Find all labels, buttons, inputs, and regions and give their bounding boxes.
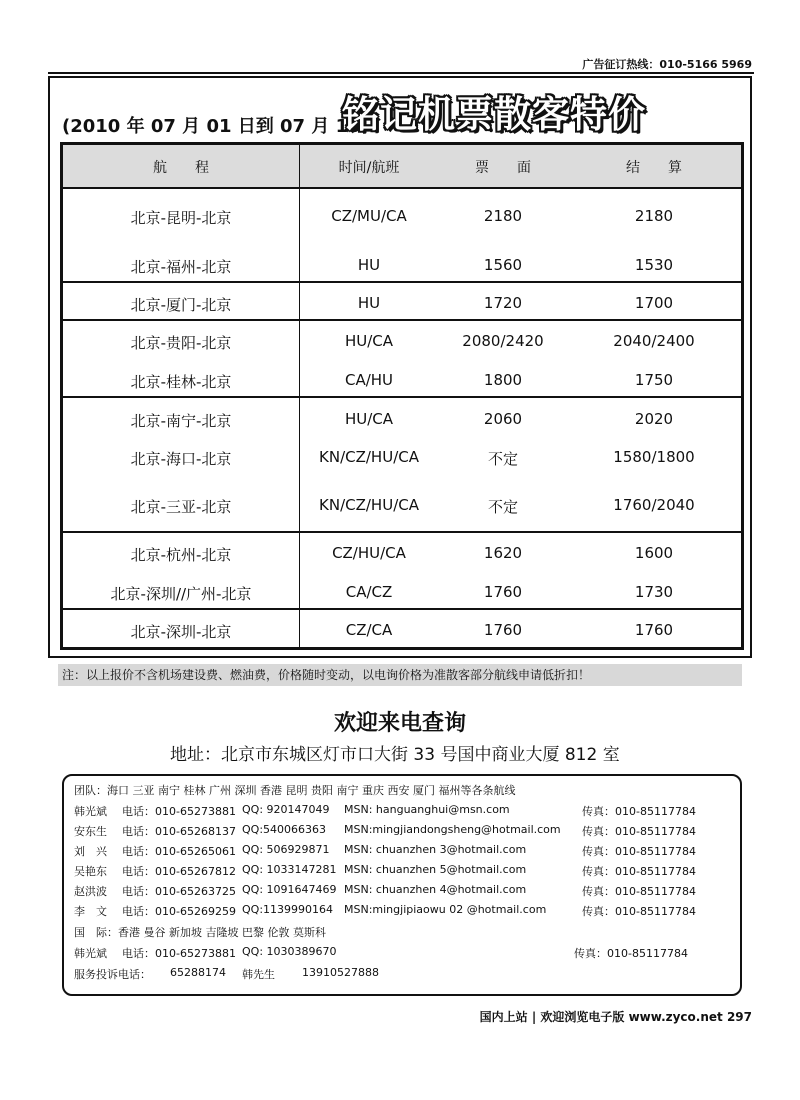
fare-cell: 不定	[487, 450, 518, 468]
contact-qq: QQ:1139990164	[242, 903, 334, 916]
route-cell: 北京-深圳//广州-北京	[110, 585, 252, 603]
header-fare: 票 面	[475, 160, 531, 176]
table-row	[63, 583, 741, 607]
settlement-cell: 1530	[634, 256, 674, 274]
group-divider	[63, 396, 741, 398]
airline-cell: CA/HU	[344, 371, 394, 389]
contact-phone: 电话：010-65273881	[122, 805, 236, 818]
hotline: 广告征订热线：010-5166 5969	[582, 58, 752, 71]
contact-msn: MSN: chuanzhen 3@hotmail.com	[344, 843, 527, 856]
settlement-cell: 1760/2040	[613, 496, 695, 514]
fare-cell: 1800	[483, 371, 523, 389]
contact-name: 韩光斌	[74, 805, 107, 818]
complaint-phone: 65288174	[170, 966, 226, 979]
page-title: 铭记机票散客特价	[342, 93, 646, 136]
group-divider	[63, 281, 741, 283]
airline-cell: HU	[357, 256, 381, 274]
price-note: 注：以上报价不含机场建设费、燃油费，价格随时变动，以电询价格为准散客部分航线申请低折扣！	[58, 664, 742, 686]
route-cell: 北京-福州-北京	[130, 258, 232, 276]
route-cell: 北京-昆明-北京	[130, 209, 232, 227]
header-flight: 时间/航班	[338, 160, 400, 176]
route-cell: 北京-三亚-北京	[130, 498, 232, 516]
route-cell: 北京-海口-北京	[130, 450, 232, 468]
contact-row	[74, 843, 734, 861]
contact-fax: 传真：010-85117784	[582, 905, 696, 918]
settlement-cell: 1750	[634, 371, 674, 389]
settlement-cell: 2180	[634, 207, 674, 225]
airline-cell: KN/CZ/HU/CA	[319, 496, 419, 514]
contact-fax: 传真：010-85117784	[582, 885, 696, 898]
contact-fax: 传真：010-85117784	[582, 825, 696, 838]
settlement-cell: 1600	[634, 544, 674, 562]
fare-table	[60, 142, 744, 650]
contact-name: 李 文	[74, 905, 107, 918]
group-divider	[63, 531, 741, 533]
route-cell: 北京-杭州-北京	[130, 546, 232, 564]
fare-cell: 1720	[483, 294, 523, 312]
contact-msn: MSN:mingjipiaowu 02 @hotmail.com	[344, 903, 547, 916]
route-cell: 北京-厦门-北京	[130, 296, 232, 314]
table-row	[63, 448, 741, 472]
table-row	[63, 332, 741, 356]
contact-row	[74, 863, 734, 881]
route-cell: 北京-桂林-北京	[130, 373, 232, 391]
contact-phone: 电话：010-65267812	[122, 865, 236, 878]
table-row	[63, 371, 741, 395]
airline-cell: HU	[357, 294, 381, 312]
group-divider	[63, 608, 741, 610]
contact-row	[74, 903, 734, 921]
route-cell: 北京-南宁-北京	[130, 412, 232, 430]
table-row	[63, 294, 741, 318]
contact-phone: 电话：010-65268137	[122, 825, 236, 838]
complaint-person: 韩先生	[242, 968, 275, 981]
table-row	[63, 207, 741, 231]
contact-name: 安东生	[74, 825, 107, 838]
settlement-cell: 1580/1800	[613, 448, 695, 466]
complaint-row	[74, 966, 734, 984]
fare-cell: 2080/2420	[462, 332, 544, 350]
table-row	[63, 410, 741, 434]
airline-cell: CZ/CA	[345, 621, 393, 639]
contact-phone: 电话：010-65265061	[122, 845, 236, 858]
contact-fax: 传真：010-85117784	[582, 845, 696, 858]
fare-cell: 1560	[483, 256, 523, 274]
table-header	[63, 145, 741, 189]
top-rule	[48, 72, 754, 74]
settlement-cell: 1700	[634, 294, 674, 312]
contact-phone: 电话：010-65273881	[122, 947, 236, 960]
contact-row	[74, 823, 734, 841]
airline-cell: CA/CZ	[345, 583, 393, 601]
international-routes-line: 国 际：香港 曼谷 新加坡 吉隆坡 巴黎 伦敦 莫斯科	[74, 926, 326, 939]
table-row	[63, 496, 741, 520]
welcome-heading: 欢迎来电查询	[333, 711, 466, 736]
airline-cell: HU/CA	[344, 332, 394, 350]
fare-cell: 2180	[483, 207, 523, 225]
contact-row	[74, 883, 734, 901]
contact-name: 刘 兴	[74, 845, 107, 858]
contact-qq: QQ: 920147049	[242, 803, 330, 816]
contact-name: 韩光斌	[74, 947, 107, 960]
complaint-mobile: 13910527888	[302, 966, 379, 979]
contact-row	[74, 803, 734, 821]
settlement-cell: 1730	[634, 583, 674, 601]
date-range: (2010 年 07 月 01 日到 07 月 15	[62, 116, 361, 137]
contact-msn: MSN:mingjiandongsheng@hotmail.com	[344, 823, 561, 836]
table-row	[63, 621, 741, 645]
route-cell: 北京-贵阳-北京	[130, 334, 232, 352]
airline-cell: KN/CZ/HU/CA	[319, 448, 419, 466]
page-footer: 国内上站 | 欢迎浏览电子版 www.zyco.net 297	[479, 1010, 752, 1024]
contact-qq: QQ:540066363	[242, 823, 327, 836]
settlement-cell: 1760	[634, 621, 674, 639]
contact-qq: QQ: 1033147281	[242, 863, 337, 876]
address: 地址：北京市东城区灯市口大街 33 号国中商业大厦 812 室	[170, 745, 620, 765]
airline-cell: HU/CA	[344, 410, 394, 428]
settlement-cell: 2040/2400	[613, 332, 695, 350]
group-divider	[63, 319, 741, 321]
header-settlement: 结 算	[626, 160, 682, 176]
contact-phone: 电话：010-65263725	[122, 885, 236, 898]
airline-cell: CZ/HU/CA	[332, 544, 406, 562]
contact-msn: MSN: chuanzhen 5@hotmail.com	[344, 863, 527, 876]
fare-cell: 1760	[483, 621, 523, 639]
fare-cell: 2060	[483, 410, 523, 428]
contact-msn: MSN: chuanzhen 4@hotmail.com	[344, 883, 527, 896]
group-routes-line: 团队：海口 三亚 南宁 桂林 广州 深圳 香港 昆明 贵阳 南宁 重庆 西安 厦门 福州等各条航线	[74, 784, 516, 797]
fare-cell: 1760	[483, 583, 523, 601]
contact-phone: 电话：010-65269259	[122, 905, 236, 918]
contact-qq: QQ: 1030389670	[242, 945, 337, 958]
settlement-cell: 2020	[634, 410, 674, 428]
contact-name: 吴艳东	[74, 865, 107, 878]
contact-name: 赵洪波	[74, 885, 107, 898]
contact-fax: 传真：010-85117784	[582, 865, 696, 878]
table-row	[63, 256, 741, 280]
contacts-box	[62, 774, 742, 996]
header-route: 航 程	[153, 160, 209, 176]
route-cell: 北京-深圳-北京	[130, 623, 232, 641]
fare-cell: 不定	[487, 498, 518, 516]
contact-msn: MSN: hanguanghui@msn.com	[344, 803, 510, 816]
contact-row	[74, 945, 734, 963]
airline-cell: CZ/MU/CA	[331, 207, 407, 225]
contact-fax: 传真：010-85117784	[582, 805, 696, 818]
complaint-label: 服务投诉电话：	[74, 968, 151, 981]
contact-fax: 传真：010-85117784	[574, 947, 688, 960]
table-row	[63, 544, 741, 568]
contact-qq: QQ: 1091647469	[242, 883, 337, 896]
fare-cell: 1620	[483, 544, 523, 562]
contact-qq: QQ: 506929871	[242, 843, 330, 856]
